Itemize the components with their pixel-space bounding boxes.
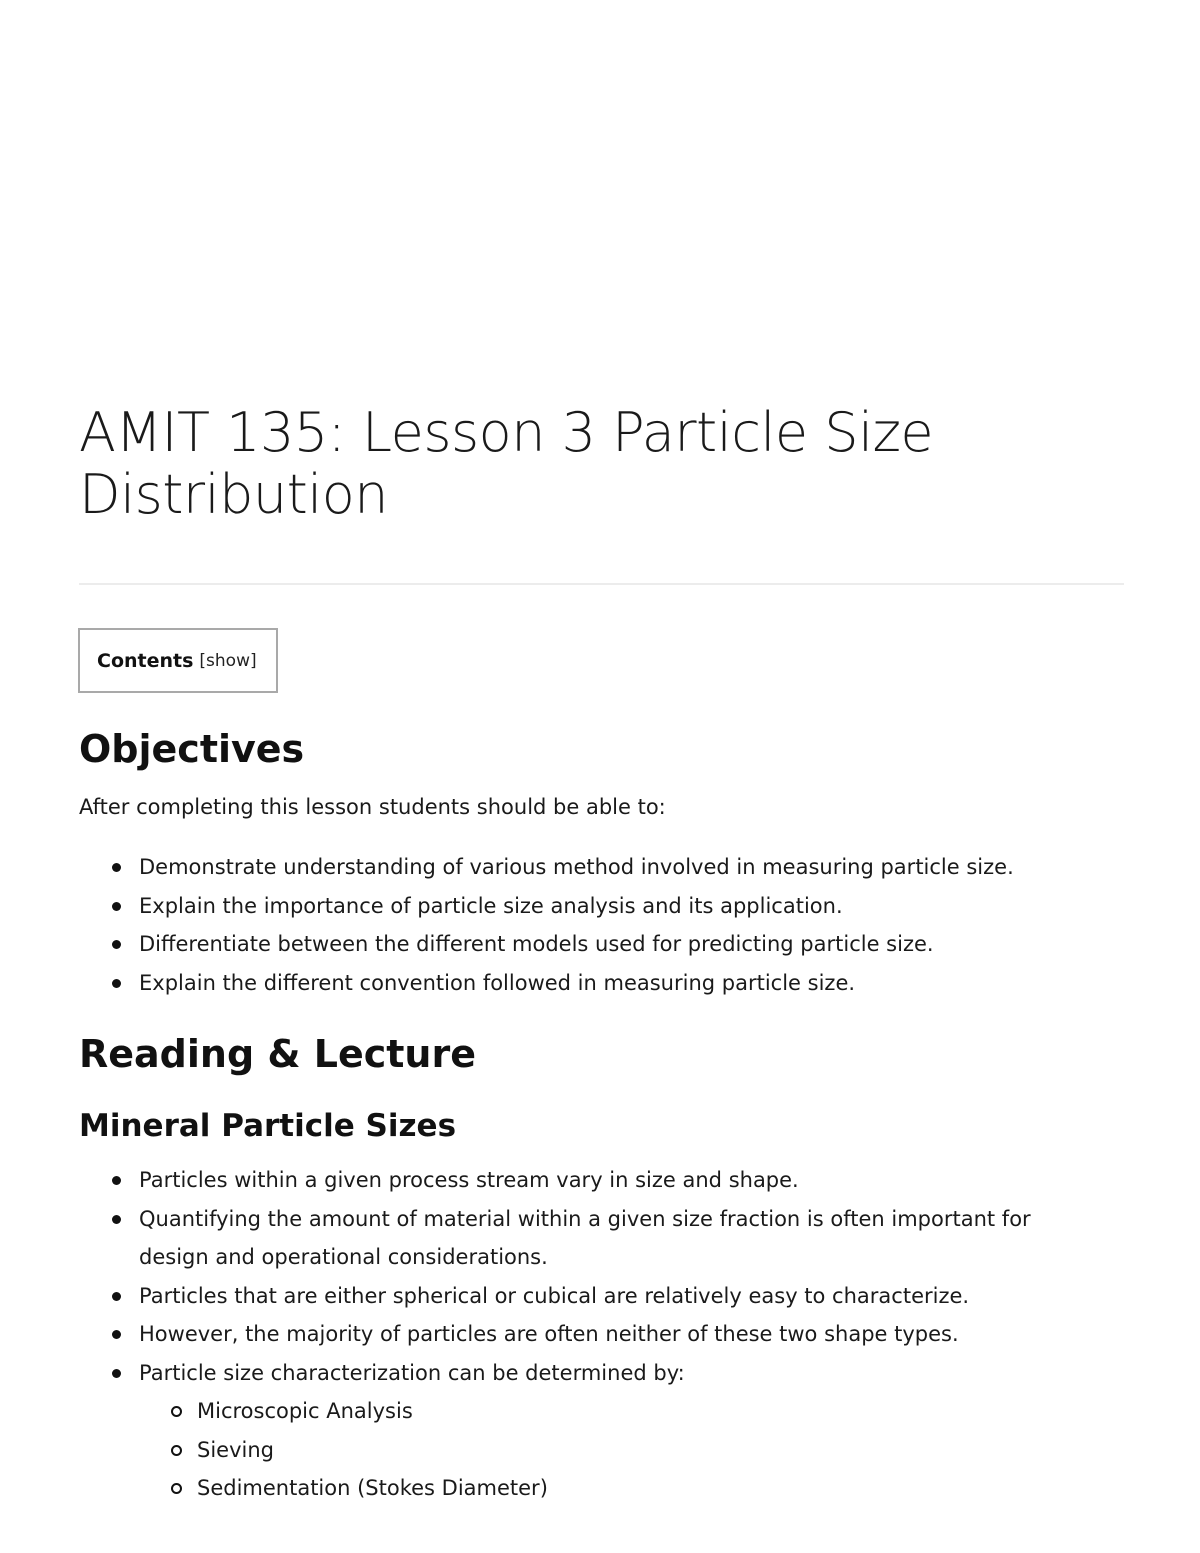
list-item: However, the majority of particles are often neither of these two shape types. <box>139 1315 1089 1354</box>
sublist-item: Sieving <box>197 1431 1089 1470</box>
list-item: Quantifying the amount of material within a given size fraction is often important for design and operational considerations. <box>139 1200 1089 1277</box>
reading-lecture-heading: Reading & Lecture <box>79 1032 476 1076</box>
list-item: Explain the different convention followed in measuring particle size. <box>139 964 1089 1003</box>
mineral-particle-sizes-heading: Mineral Particle Sizes <box>79 1108 457 1144</box>
objectives-intro: After completing this lesson students should be able to: <box>79 795 666 819</box>
toc-title: Contents <box>97 649 194 672</box>
toc-show-toggle[interactable]: [show] <box>199 650 257 671</box>
objectives-list <box>79 848 1089 1002</box>
list-item: Explain the importance of particle size analysis and its application. <box>139 887 1089 926</box>
methods-sublist <box>139 1392 1089 1508</box>
objectives-heading: Objectives <box>79 727 305 771</box>
list-item <box>139 1354 1089 1508</box>
list-item-text: Particle size characterization can be determined by: <box>139 1360 685 1385</box>
list-item: Differentiate between the different models used for predicting particle size. <box>139 925 1089 964</box>
list-item: Demonstrate understanding of various method involved in measuring particle size. <box>139 848 1089 887</box>
title-divider <box>79 583 1124 585</box>
sublist-item: Sedimentation (Stokes Diameter) <box>197 1469 1089 1508</box>
list-item: Particles that are either spherical or cubical are relatively easy to characterize. <box>139 1277 1089 1316</box>
particle-sizes-list <box>79 1161 1089 1508</box>
list-item: Particles within a given process stream vary in size and shape. <box>139 1161 1089 1200</box>
table-of-contents <box>78 628 278 693</box>
page-title: AMIT 135: Lesson 3 Particle Size Distribution <box>79 401 934 526</box>
sublist-item: Microscopic Analysis <box>197 1392 1089 1431</box>
